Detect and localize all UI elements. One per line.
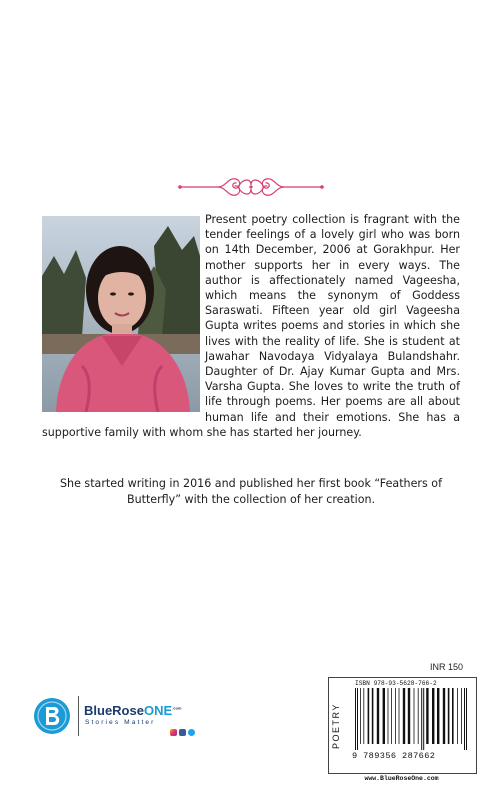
facebook-icon[interactable] [179, 729, 186, 736]
publisher-name [84, 703, 181, 718]
publisher-tagline: Stories Matter [85, 719, 156, 726]
publisher-name-sup: .com [172, 705, 182, 711]
twitter-icon[interactable] [188, 729, 195, 736]
ornament-divider-icon [178, 172, 324, 202]
instagram-icon[interactable] [170, 729, 177, 736]
brand-divider [78, 696, 79, 736]
publisher-website: www.BlueRoseOne.com [364, 775, 439, 782]
genre-label: POETRY [331, 703, 341, 749]
bluerose-logo-icon [33, 697, 71, 735]
publisher-name-part2: ONE [143, 703, 173, 718]
barcode-digits: 9 789356 287662 [352, 751, 436, 761]
social-icons [170, 729, 195, 736]
author-bio [42, 212, 460, 440]
isbn-label: ISBN 978-93-5628-766-2 [355, 680, 437, 687]
bio-paragraph-2: She started writing in 2016 and published her first book “Feathers of Butterfly” with the collection of her creation. [60, 477, 442, 507]
bio-paragraph-1: Present poetry collection is fragrant with the tender feelings of a lovely girl who was born on 14th December, 2006 at Gorakhpur. Her mother supports her in every ways. The author is affectionately named Vageesha, which means the synonym of Goddess Saraswati. Fifteen year old girl Vageesha Gupta writes poems and stories in which she lives with the reality of life. She is student at Jawahar Navodaya Vidyalaya Bulandshahr. Daughter of Dr. Ajay Kumar Gupta and Mrs. Varsha Gupta. She loves to write the truth of life through poems. Her poems are all about human life and their emotions. She has a supportive family with whom she has started her journey. [42, 213, 460, 439]
price-label: INR 150 [430, 662, 464, 672]
barcode-icon [352, 688, 470, 750]
publisher-name-part1: BlueRose [84, 703, 144, 718]
